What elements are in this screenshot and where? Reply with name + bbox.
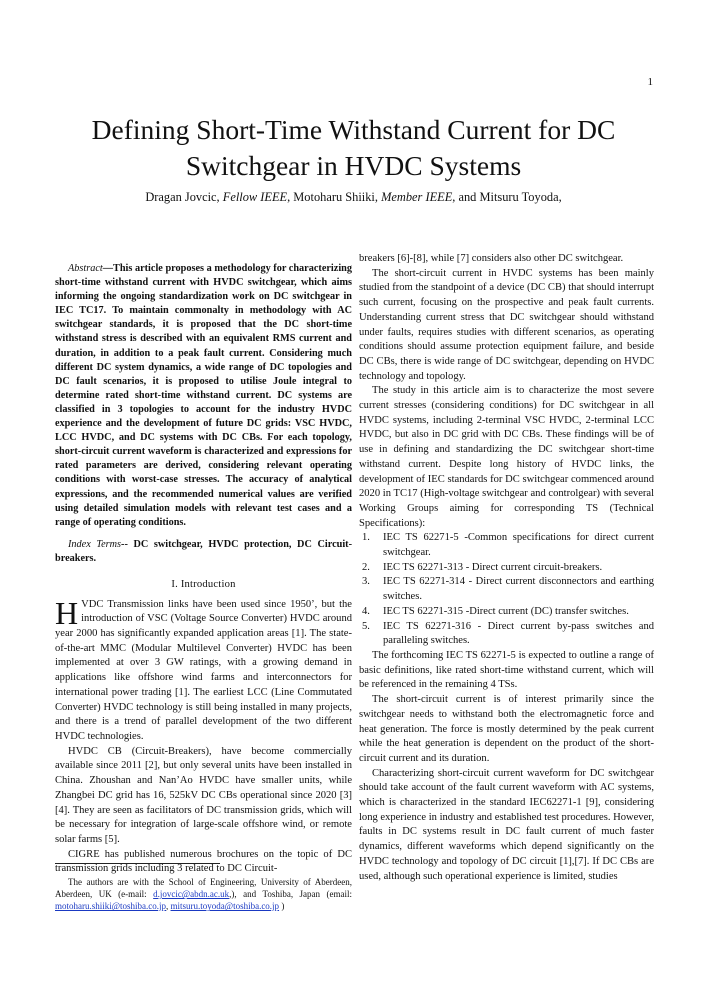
abstract-text: This article proposes a methodology for characterizing short-time withstand current with HVDC switchgear, which aims informing the ongoing standardization work on DC switchgear in IEC TC17. To maintain commonalty in methodology with AC switchgear standards, it is proposed that the DC short-time withstand stress is described with an equivalent RMS current and duration, in addition to a peak fault current. Considering much different DC system dynamics, a wide range of DC topologies and DC fault scenarios, it is proposed to utilise Joule integral to determine rated short-time withstand current. DC systems are classified in 3 topologies to account for the industry HVDC experience and the development of future DC grids: VSC HVDC, LCC HVDC, and DC systems with DC CBs. For each topology, short-circuit current waveform is characterized and expressions for rated parameters are derived, considering relevant operating conditions with worst-case stresses. The accuracy of analytical expressions, and the recommended numerical values are verified using detailed simulation models with relevant test cases and a range of operating conditions. [55, 263, 352, 528]
section-heading-introduction: I. Introduction [171, 578, 236, 590]
list-item [359, 531, 654, 560]
intro-paragraph-8: Characterizing short-circuit current waveform for DC switchgear should take account of the fault current waveform with AC systems, which is characterized in the standard IEC62271-1 [9], considering long experience in industry and established test procedures. However, faults in DC systems result in DC fault current of much faster dynamics, different waveforms which depend significantly on the HVDC technology and topology of DC circuit [1],[7]. If DC CBs are used, although such operational experience is limited, studies [359, 767, 654, 882]
intro-paragraph-3-continued: breakers [6]-[8], while [7] considers also other DC switchgear. [359, 253, 624, 264]
list-item-text: IEC TS 62271-5 -Common specifications for direct current switchgear. [383, 532, 654, 559]
email-link-shiiki[interactable]: motoharu.shiiki@toshiba.co.jp [55, 901, 167, 912]
index-terms-dash: -- [121, 538, 134, 550]
footnote-text-4: ) [279, 901, 285, 912]
abstract [55, 262, 352, 530]
list-item [359, 575, 654, 604]
intro-paragraph-6: The forthcoming IEC TS 62271-5 is expected to outline a range of basic definitions, like rated short-time withstand current, which will be referenced in the remaining 4 TSs. [359, 649, 654, 691]
author-affiliation-footnote [55, 876, 352, 913]
footnote-text-3: , [166, 901, 171, 912]
intro-paragraph-2: HVDC CB (Circuit-Breakers), have become commercially available since 2011 [2], but only several units have been installed in China. Zhoushan and Nan’Ao HVDC have smaller units, while Zhangbei DC grid has 16, 525kV DC CBs operational since 2020 [3] [4]. They are seen as facilitators of DC transmission grids, which will be necessary for integration of large-scale offshore wind, or remote solar farms [5]. [55, 745, 352, 845]
list-item-number: 2. [362, 561, 370, 573]
intro-paragraph-1 [55, 594, 352, 745]
abstract-label: Abstract [68, 263, 103, 274]
author-line [40, 190, 667, 205]
right-column [359, 252, 654, 884]
author-3-name: , and Mitsuru Toyoda, [452, 190, 562, 204]
list-item-number: 5. [362, 620, 370, 632]
index-terms [55, 538, 352, 566]
left-column [55, 252, 352, 877]
dropcap-letter: H [55, 594, 79, 631]
intro-paragraph-3: CIGRE has published numerous brochures on the topic of DC transmission grids including 3 related to DC Circuit- [55, 848, 352, 875]
paper-title: Defining Short-Time Withstand Current for DC Switchgear in HVDC Systems [91, 114, 616, 181]
author-2-role: Member IEEE [381, 190, 453, 204]
list-item-text: IEC TS 62271-314 - Direct current disconnectors and earthing switches. [383, 576, 654, 603]
intro-paragraph-1-text: VDC Transmission links have been used since 1950’, but the introduction of VSC (Voltage Source Converter) HVDC around year 2000 has significantly expanded application areas [1]. The state-of-the-art MMC (Modular Multilevel Converter) HVDC has been implemented at over 3 GW ratings, with a growing demand in applications like offshore wind farms and interconnectors for international power trading [1]. The earliest LCC (Line Commutated Converter) HVDC technology is still being installed in many projects, and there is a trend of parallel development of the two different HVDC technologies. [55, 598, 352, 742]
footnote-text-2: ,), and Toshiba, Japan (email: [229, 889, 352, 900]
author-1-role: Fellow IEEE [222, 190, 288, 204]
intro-paragraph-4: The short-circuit current in HVDC systems has been mainly studied from the standpoint of a device (DC CB) that should interrupt such current, focusing on the prospective and peak fault currents. Understanding current stress that DC switchgear should withstand under faults, requires studies with different scenarios, as operating conditions should assume protection equipment failure, and beside DC CBs, there is wide range of DC switchgear, depending on HVDC technology and topology. [359, 267, 654, 382]
list-item-number: 1. [362, 532, 370, 544]
list-item [359, 561, 654, 576]
footnote-text-1: The authors are with the School of Engineering, University of Aberdeen, Aberdeen, UK (e-mail: [55, 877, 352, 900]
list-item [359, 620, 654, 649]
index-terms-text: DC switchgear, HVDC protection, DC Circuit-breakers. [55, 538, 352, 564]
author-1-name: Dragan Jovcic, [145, 190, 220, 204]
list-item-text: IEC TS 62271-316 - Direct current by-pass switches and paralleling switches. [383, 620, 654, 647]
author-2-name: , Motoharu Shiiki, [287, 190, 378, 204]
list-item [359, 605, 654, 620]
email-link-jovcic[interactable]: d.jovcic@abdn.ac.uk [153, 889, 230, 900]
footnote-divider [55, 863, 220, 864]
technical-specifications-list [359, 531, 654, 649]
index-terms-label: Index Terms [68, 538, 122, 550]
intro-paragraph-7: The short-circuit current is of interest primarily since the switchgear needs to withstand both the electromagnetic force and heat generation. The force is mostly determined by the peak current while the heat generation is dependent on the product of the short-circuit current and its duration. [359, 694, 654, 764]
list-item-text: IEC TS 62271-315 -Direct current (DC) transfer switches. [383, 605, 629, 617]
intro-paragraph-5: The study in this article aim is to characterize the most severe current stresses (considering conditions) for DC switchgear in all HVDC systems, including 2-terminal VSC HVDC, 2-terminal LCC HVDC, but also in DC grid with DC CBs. These findings will be of use in defining and standardizing the DC switchgear short-time withstand current. Despite long history of HVDC links, the development of IEC standards for DC switchgear commenced around 2020 in TC17 (High-voltage switchgear and controlgear) with several Working Groups aiming for corresponding TS (Technical Specifications): [359, 385, 654, 529]
list-item-number: 3. [362, 576, 370, 588]
list-item-number: 4. [362, 605, 370, 617]
list-item-text: IEC TS 62271-313 - Direct current circuit-breakers. [383, 561, 603, 573]
email-link-toyoda[interactable]: mitsuru.toyoda@toshiba.co.jp [170, 901, 280, 912]
abstract-dash: — [102, 263, 113, 274]
page-number: 1 [647, 76, 653, 88]
